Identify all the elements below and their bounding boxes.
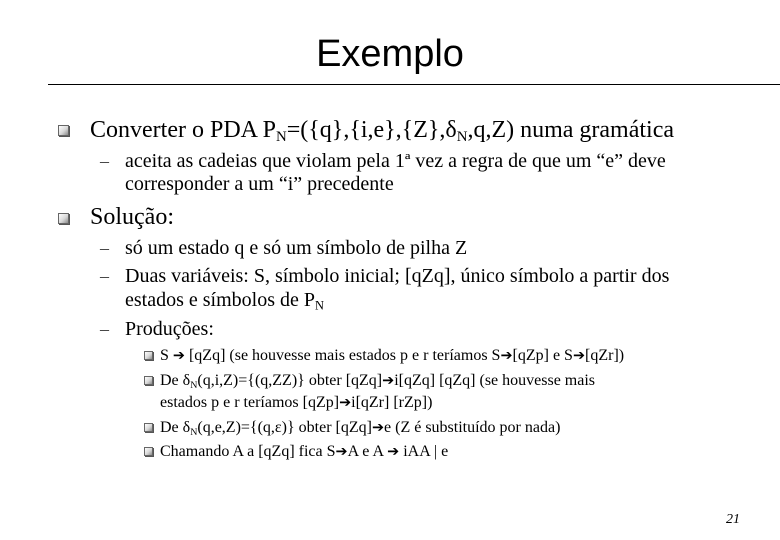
bullet-solution: Solução: bbox=[90, 204, 174, 230]
right-arrow-icon: ➔ bbox=[387, 444, 400, 460]
right-arrow-icon: ➔ bbox=[172, 348, 185, 364]
square-bullet-icon bbox=[144, 423, 153, 432]
subscript: N bbox=[315, 298, 324, 313]
sub-bullet-text: Produções: bbox=[125, 318, 214, 340]
right-arrow-icon: ➔ bbox=[335, 444, 348, 460]
dash-bullet-icon: – bbox=[100, 266, 109, 286]
bullet-text: =({q},{i,e},{Z},δ bbox=[286, 117, 457, 143]
subscript: N bbox=[456, 129, 468, 146]
square-bullet-icon bbox=[144, 376, 153, 385]
sub-bullet-text: Duas variáveis: S, símbolo inicial; [qZq], único símbolo a partir dos bbox=[125, 265, 670, 287]
sub-bullet-text: corresponder a um “i” precedente bbox=[125, 173, 394, 195]
production-1 bbox=[160, 345, 624, 367]
title-divider bbox=[48, 84, 780, 85]
production-text: e (Z é substituído por nada) bbox=[384, 419, 561, 436]
dash-bullet-icon: – bbox=[100, 319, 109, 339]
bullet-convert-pda bbox=[90, 116, 674, 144]
dash-bullet-icon: – bbox=[100, 151, 109, 171]
dash-bullet-icon: – bbox=[100, 238, 109, 258]
right-arrow-icon: ➔ bbox=[371, 420, 385, 436]
page-number: 21 bbox=[726, 512, 740, 527]
right-arrow-icon: ➔ bbox=[339, 395, 352, 411]
production-4 bbox=[160, 441, 448, 463]
production-text: Chamando A a [qZq] fica S bbox=[160, 443, 336, 460]
production-3 bbox=[160, 417, 560, 439]
bullet-text: Converter o PDA P bbox=[90, 117, 276, 143]
production-text: i[qZq] [qZq] (se houvesse mais bbox=[394, 372, 596, 389]
production-text: De δ bbox=[160, 419, 191, 436]
sub-bullet-text: só um estado q e só um símbolo de pilha Z bbox=[125, 237, 468, 259]
production-2 bbox=[160, 370, 595, 392]
production-text: i[qZr] [rZp]) bbox=[351, 394, 433, 411]
right-arrow-icon: ➔ bbox=[500, 348, 513, 364]
production-text: iAA | e bbox=[399, 443, 449, 460]
subscript: N bbox=[190, 426, 198, 438]
sub-bullet-text: aceita as cadeias que violam pela 1ª vez a regra de que um “e” deve bbox=[125, 150, 666, 172]
square-bullet-icon bbox=[58, 125, 69, 136]
production-2-cont bbox=[160, 392, 432, 414]
right-arrow-icon: ➔ bbox=[572, 348, 586, 364]
production-text: [qZp] e S bbox=[512, 347, 573, 364]
production-text: (q,i,Z)={(q,ZZ)} obter [qZq] bbox=[197, 372, 383, 389]
production-text: [qZr]) bbox=[585, 347, 625, 364]
production-text: De δ bbox=[160, 372, 191, 389]
subscript: N bbox=[276, 129, 287, 146]
sub-bullet-text-part: estados e símbolos de P bbox=[125, 289, 315, 311]
production-text: estados p e r teríamos [qZp] bbox=[160, 394, 340, 411]
production-text: [qZq] (se houvesse mais estados p e r teríamos S bbox=[184, 347, 501, 364]
right-arrow-icon: ➔ bbox=[382, 373, 395, 389]
square-bullet-icon bbox=[58, 213, 69, 224]
square-bullet-icon bbox=[144, 447, 153, 456]
production-text: A e A bbox=[347, 443, 388, 460]
bullet-text: ,q,Z) numa gramática bbox=[467, 117, 675, 143]
production-text: S bbox=[160, 347, 173, 364]
production-text: (q,e,Z)={(q,ε)} obter [qZq] bbox=[197, 419, 372, 436]
subscript: N bbox=[190, 379, 198, 391]
slide-title: Exemplo bbox=[316, 33, 464, 75]
square-bullet-icon bbox=[144, 351, 153, 360]
sub-bullet-text bbox=[125, 289, 324, 311]
